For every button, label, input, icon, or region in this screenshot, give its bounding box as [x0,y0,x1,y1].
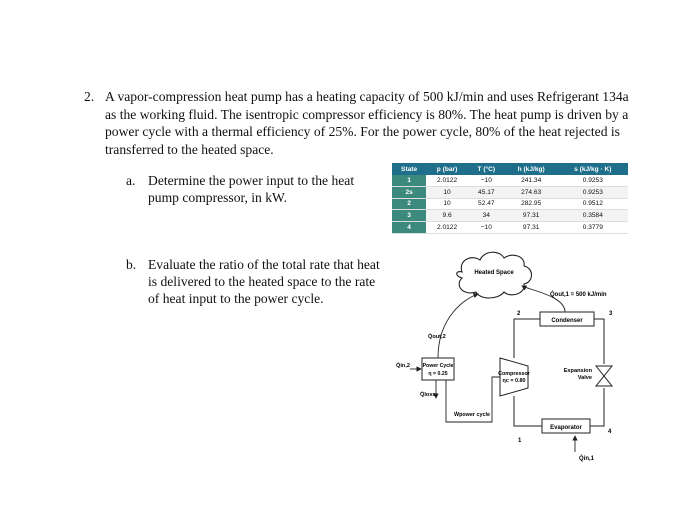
part-b-letter: b. [126,257,137,272]
table-row [392,210,628,222]
heat-pump-diagram [380,246,630,466]
state-label-3: 3 [609,311,613,317]
part-b-text: Evaluate the ratio of the total rate that heat is delivered to the heated space to the rate of heat input to the power cycle. [148,257,380,306]
header-enthalpy: h (kJ/kg) [505,163,558,175]
condenser-heat-arrow [522,286,565,312]
state-property-table [392,163,628,234]
cell: 274.63 [505,186,558,198]
table-row [392,186,628,198]
cell: 45.17 [468,186,505,198]
header-state: State [392,163,426,175]
cell: 2.0122 [426,222,468,234]
cell: 2s [392,186,426,198]
cell: 52.47 [468,198,505,210]
line-evaporator-to-compressor [514,396,542,426]
part-a-text: Determine the power input to the heat pump compressor, in kW. [148,173,355,205]
state-label-4: 4 [608,429,612,435]
cell: 97.31 [505,210,558,222]
state-label-1: 1 [518,438,522,444]
cell: 97.31 [505,222,558,234]
cell: 34 [468,210,505,222]
state-label-2: 2 [517,311,521,317]
cell: 2 [392,198,426,210]
cell: −10 [468,175,505,186]
line-condenser-to-valve [594,319,604,364]
part-a [126,172,376,206]
table-header-row [392,163,628,175]
q-in1-label: Q̇in,1 [579,456,595,462]
q-out1-label: Q̇out,1 = 500 kJ/min [550,292,607,298]
expansion-label-2: Valve [577,375,592,381]
q-out2-label: Q̇out,2 [428,334,446,340]
expansion-valve-symbol [596,366,612,386]
part-b [126,256,386,307]
problem-number: 2. [84,89,95,104]
cell: 4 [392,222,426,234]
cell: −10 [468,222,505,234]
cell: 10 [426,186,468,198]
cell: 10 [426,198,468,210]
table-row [392,198,628,210]
header-temperature: T (°C) [468,163,505,175]
cell: 0.3584 [558,210,628,222]
expansion-label-1: Expansion [563,368,592,374]
cell: 0.9253 [558,175,628,186]
cell: 241.34 [505,175,558,186]
evaporator-label: Evaporator [550,425,582,431]
cell: 0.9512 [558,198,628,210]
cell: 3 [392,210,426,222]
table-row [392,222,628,234]
cell: 9.6 [426,210,468,222]
cell: 0.3779 [558,222,628,234]
header-entropy: s (kJ/kg · K) [558,163,628,175]
compressor-label-2: ηc = 0.80 [502,378,526,384]
power-cycle-label-1: Power Cycle [422,363,454,369]
table-row [392,175,628,186]
heated-space-label: Heated Space [474,270,514,276]
problem-statement [84,88,629,158]
problem-text: A vapor-compression heat pump has a heating capacity of 500 kJ/min and uses Refrigerant 134a as the working fluid. The isentropic compressor efficiency is 80%. The heat pump is driven by a power cycle with a thermal efficiency of 25%. For the power cycle, 80% of the heat rejected is transferred to the heated space. [105,89,629,157]
q-out2-arrow [438,294,478,358]
line-compressor-to-condenser [514,319,540,358]
q-in2-label: Q̇in,2 [396,363,410,369]
heated-space-cloud [457,252,532,298]
q-loss-label: Q̇loss [420,392,436,398]
cell: 0.9253 [558,186,628,198]
cell: 282.95 [505,198,558,210]
part-a-letter: a. [126,173,136,188]
power-cycle-label-2: η = 0.25 [428,371,448,377]
compressor-label-1: Compressor [498,371,530,377]
cell: 2.0122 [426,175,468,186]
header-pressure: p (bar) [426,163,468,175]
condenser-label: Condenser [551,318,583,324]
line-valve-to-evaporator [590,388,604,426]
compressor-symbol [500,358,528,396]
w-power-label: Ẇpower cycle [454,412,490,418]
cell: 1 [392,175,426,186]
